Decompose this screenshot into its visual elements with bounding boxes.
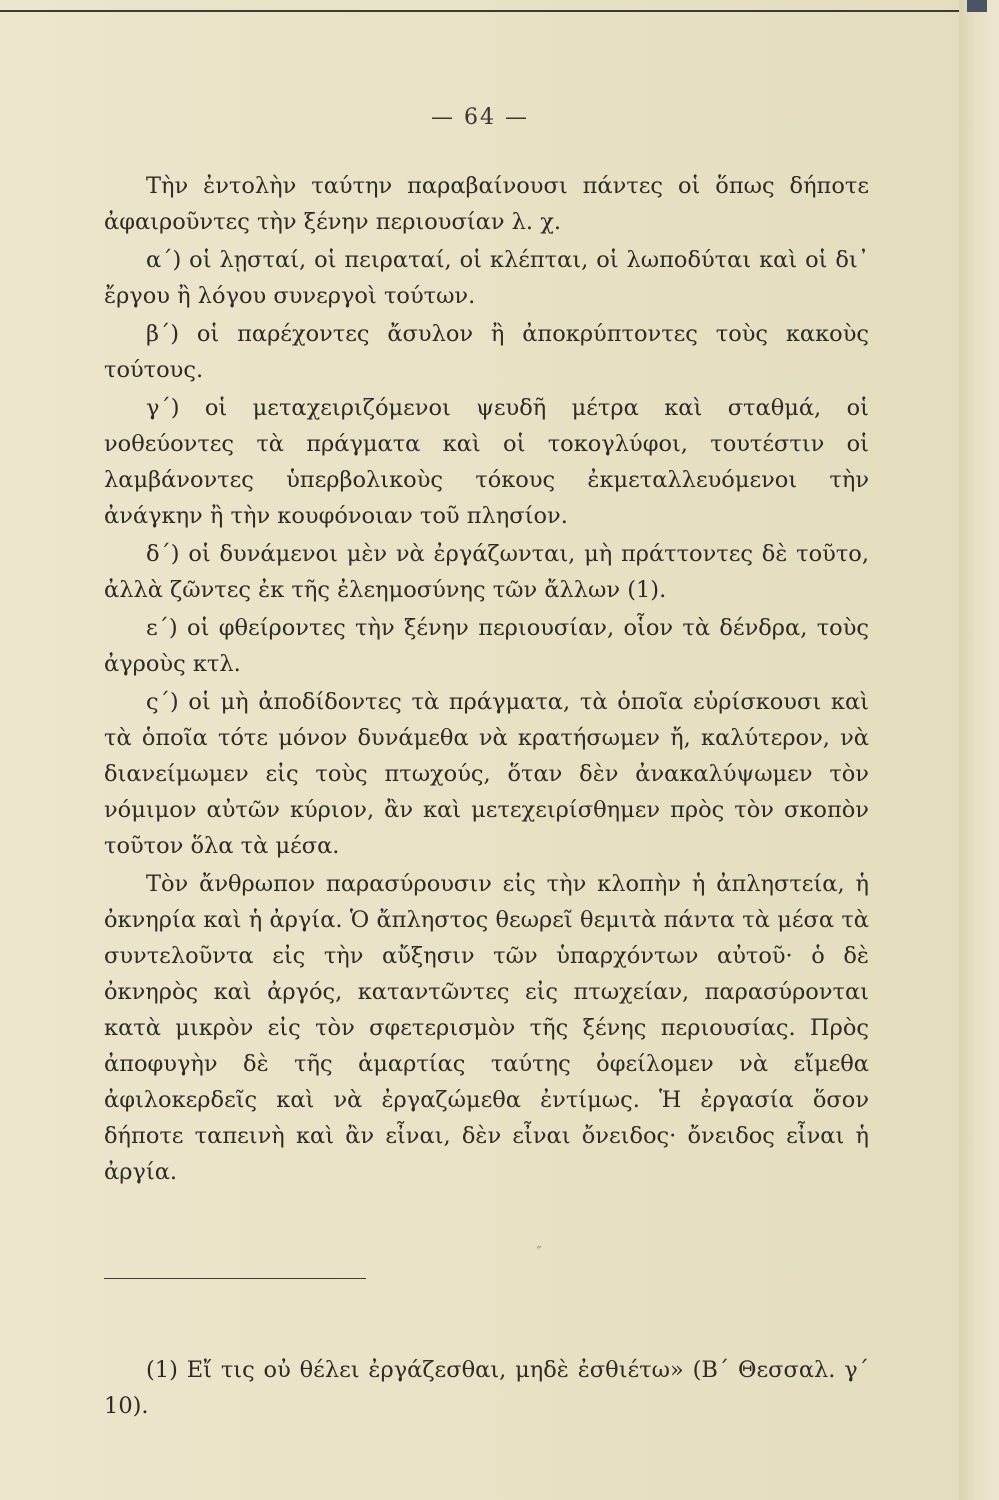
intro-paragraph: Τὴν ἐντολὴν ταύτην παραβαίνουσι πάντες οἱ ὅπως δήποτε ἀφαιροῦντες τὴν ξένην περιουσίαν λ. χ.: [104, 173, 869, 235]
footnote: (1) Εἴ τις οὐ θέλει ἐργάζεσθαι, μηδὲ ἐσθιέτω» (Β΄ Θεσσαλ. γ΄ 10).: [104, 1357, 869, 1419]
list-item-gamma: γ΄) οἱ μεταχειριζόμενοι ψευδῆ μέτρα καὶ σταθμά, οἱ νοθεύοντες τὰ πράγματα καὶ οἱ τοκογλύφοι, τουτέστιν οἱ λαμβάνοντες ὑπερβολικοὺς τόκους ἐκμεταλλευόμενοι τὴν ἀνάγκην ἢ τὴν κουφόνοιαν τοῦ πλησίον.: [104, 395, 869, 529]
list-item-alpha: α΄) οἱ λῃσταί, οἱ πειραταί, οἱ κλέπται, οἱ λωποδύται καὶ οἱ δι᾽ ἔργου ἢ λόγου συνεργοὶ τούτων.: [104, 247, 869, 309]
ink-speck: ˝: [535, 1245, 542, 1261]
list-item-delta: δ΄) οἱ δυνάμενοι μὲν νὰ ἐργάζωνται, μὴ πράττοντες δὲ τοῦτο, ἀλλὰ ζῶντες ἐκ τῆς ἐλεημοσύνης τῶν ἄλλων (1).: [104, 541, 869, 603]
list-item-beta: β΄) οἱ παρέχοντες ἄσυλον ἢ ἀποκρύπτοντες τοὺς κακοὺς τούτους.: [104, 321, 869, 383]
closing-paragraph: Τὸν ἄνθρωπον παρασύρουσιν εἰς τὴν κλοπὴν ἡ ἀπληστεία, ἡ ὀκνηρία καὶ ἡ ἀργία. Ὁ ἄπληστος θεωρεῖ θεμιτὰ πάντα τὰ μέσα τὰ συντελοῦντα εἰς τὴν αὔξησιν τῶν ὑπαρχόντων αὐτοῦ· ὁ δὲ ὀκνηρὸς καὶ ἀργός, καταντῶντες εἰς πτωχείαν, παρασύρονται κατὰ μικρὸν εἰς τὸν σφετερισμὸν τῆς ξένης περιουσίας. Πρὸς ἀποφυγὴν δὲ τῆς ἁμαρτίας ταύτης ὀφείλομεν νὰ εἴμεθα ἀφιλοκερδεῖς καὶ νὰ ἐργαζώμεθα ἐντίμως. Ἡ ἐργασία ὅσον δήποτε ταπεινὴ καὶ ἂν εἶναι, δὲν εἶναι ὄνειδος· ὄνειδος εἶναι ἡ ἀργία.: [104, 871, 869, 1185]
top-border-line: [0, 10, 960, 12]
footnote-separator: [104, 1278, 366, 1279]
page-edge: [959, 0, 999, 1500]
list-item-stigma: ς΄) οἱ μὴ ἀποδίδοντες τὰ πράγματα, τὰ ὁποῖα εὑρίσκουσι καὶ τὰ ὁποῖα τότε μόνον δυνάμεθα νὰ κρατήσωμεν ἤ, καλύτερον, νὰ διανείμωμεν εἰς τοὺς πτωχούς, ὅταν δὲν ἀνακαλύψωμεν τὸν νόμιμον αὐτῶν κύριον, ἂν καὶ μετεχειρίσθημεν πρὸς τὸν σκοπὸν τοῦτον ὅλα τὰ μέσα.: [104, 689, 869, 859]
list-item-epsilon: ε΄) οἱ φθείροντες τὴν ξένην περιουσίαν, οἷον τὰ δένδρα, τοὺς ἀγροὺς κτλ.: [104, 615, 869, 677]
binding-mark: [967, 0, 987, 12]
body-text: [104, 168, 869, 1192]
page-number: — 64 —: [431, 105, 529, 130]
